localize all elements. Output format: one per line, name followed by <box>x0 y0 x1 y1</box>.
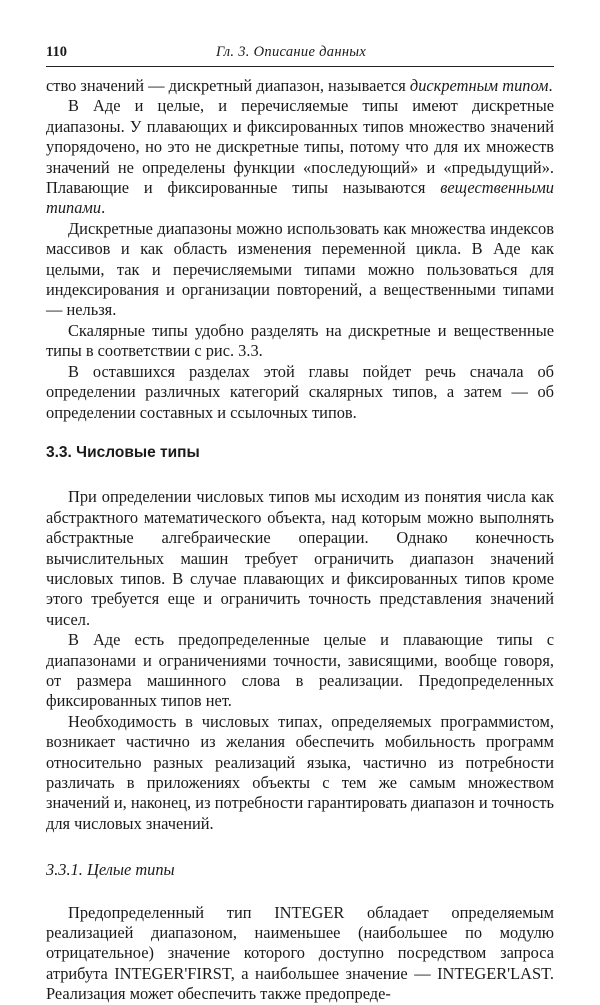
page-number: 110 <box>46 44 67 60</box>
subsection-heading: 3.3.1. Целые типы <box>46 860 175 880</box>
paragraph: Необходимость в числовых типах, определяемых программистом, возникает частично из желания обеспечить мобильность программ относительно разных реализаций языка, частично из потребности различать в приложениях объекты с тем же самым множеством значений и, наконец, из потребности гарантировать диапазон и точность для числовых значений. <box>46 711 554 833</box>
paragraph: В оставшихся разделах этой главы пойдет речь сначала об определении различных категорий скалярных типов, а затем — об определении составных и ссылочных типов. <box>46 361 554 422</box>
running-header <box>46 44 554 67</box>
paragraph: Дискретные диапазоны можно использовать как множества индексов массивов и как область изменения переменной цикла. В Аде как целыми, так и перечисляемыми типами можно пользоваться для индексирования и организации повторений, а вещественными типами — нельзя. <box>46 218 554 320</box>
chapter-title: Гл. 3. Описание данных <box>216 44 367 60</box>
section-heading: 3.3. Числовые типы <box>46 443 200 461</box>
paragraph: Предопределенный тип INTEGER обладает определяемым реализацией диапазоном, наименьшее (наибольшее по модулю отрицательное) значение которого доступно посредством запроса атрибута INTEGER'FIRST, а наибольшее значение — INTEGER'LAST. Реализация может обеспечить также предопреде- <box>46 902 554 1004</box>
page-body <box>46 76 554 1005</box>
paragraph: ство значений — дискретный диапазон, называется дискретным типом. <box>46 76 553 95</box>
paragraph: При определении числовых типов мы исходим из понятия числа как абстрактного математического объекта, над которым можно выполнять абстрактные алгебраические операции. Однако конечность вычислительных машин требует ограничить диапазон значений числовых типов. В случае плавающих и фиксированных типов кроме этого требуется еще и ограничить точность представления значений чисел. <box>46 487 554 629</box>
paragraph: В Аде и целые, и перечисляемые типы имеют дискретные диапазоны. У плавающих и фиксированных типов множество значений упорядочено, но это не дискретные типы, потому что для их множеств значений не определены функции «последующий» и «предыдущий». Плавающие и фиксированные типы называются вещественными типами. <box>46 96 554 218</box>
paragraph: Скалярные типы удобно разделять на дискретные и вещественные типы в соответствии с рис. 3.3. <box>46 320 554 361</box>
paragraph: В Аде есть предопределенные целые и плавающие типы с диапазонами и ограничениями точности, зависящими, вообще говоря, от размера машинного слова в реализации. Предопределенных фиксированных типов нет. <box>46 630 554 711</box>
